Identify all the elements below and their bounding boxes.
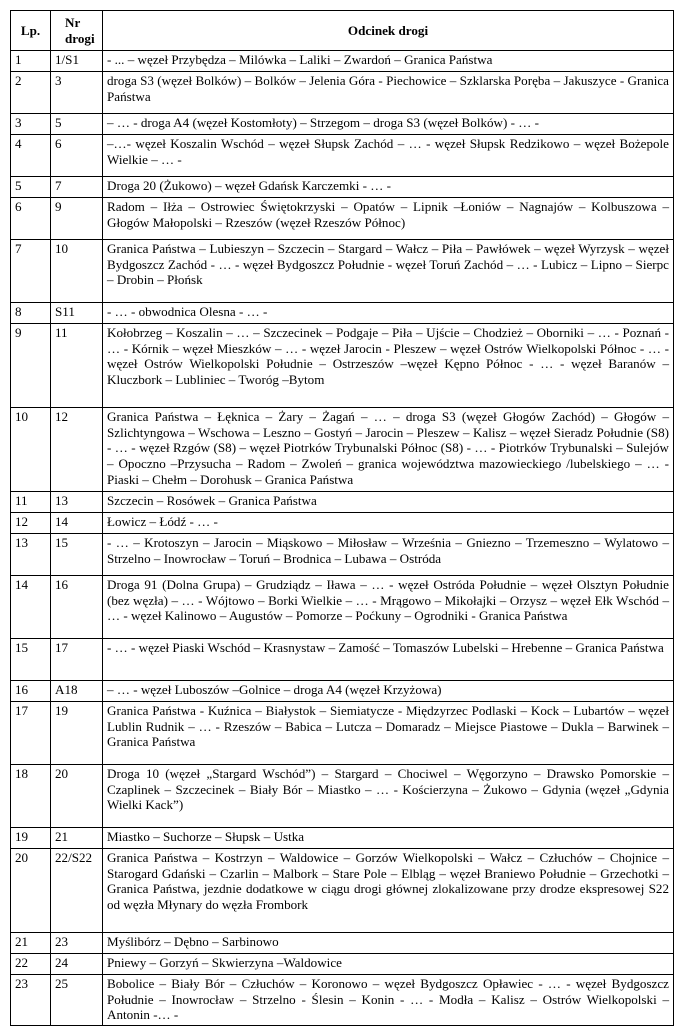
table-row — [11, 513, 674, 534]
row-number: 20 — [11, 849, 51, 933]
table-row — [11, 114, 674, 135]
road-number: 15 — [51, 534, 103, 576]
road-section: - ... – węzeł Przybędza – Milówka – Laliki – Zwardoń – Granica Państwa — [103, 51, 674, 72]
table-row — [11, 324, 674, 408]
table-row — [11, 51, 674, 72]
table-row — [11, 72, 674, 114]
table-row — [11, 198, 674, 240]
road-number: 10 — [51, 240, 103, 303]
table-row — [11, 975, 674, 1026]
row-number: 12 — [11, 513, 51, 534]
row-number: 13 — [11, 534, 51, 576]
header-lp: Lp. — [11, 11, 51, 51]
road-section: Granica Państwa – Lubieszyn – Szczecin – Stargard – Wałcz – Piła – Pawłówek – węzeł Wyrzysk – węzeł Bydgoszcz Zachód - … - węzeł Bydgoszcz Południe - węzeł Toruń Zachód – … - Lubicz – Lipno – Sierpc – Drobin – Płońsk — [103, 240, 674, 303]
header-road-section: Odcinek drogi — [103, 11, 674, 51]
row-number: 4 — [11, 135, 51, 177]
row-number: 14 — [11, 576, 51, 639]
road-number: 24 — [51, 954, 103, 975]
row-number: 1 — [11, 51, 51, 72]
row-number: 2 — [11, 72, 51, 114]
road-number: S11 — [51, 303, 103, 324]
road-number: 19 — [51, 702, 103, 765]
table-row — [11, 849, 674, 933]
row-number: 22 — [11, 954, 51, 975]
row-number: 7 — [11, 240, 51, 303]
road-number: 21 — [51, 828, 103, 849]
row-number: 23 — [11, 975, 51, 1026]
road-number: 23 — [51, 933, 103, 954]
road-section: – … - węzeł Luboszów –Golnice – droga A4 (węzeł Krzyżowa) — [103, 681, 674, 702]
road-section: Granica Państwa – Kostrzyn – Waldowice – Gorzów Wielkopolski – Wałcz – Człuchów – Chojnice – Starogard Gdański – Czarlin – Malbork – Stare Pole – Elbląg – węzeł Braniewo Południe – Grzechotki – Granica Państwa, jezdnie dodatkowe w ciągu drogi głównej zlokalizowane przy drodze ekspresowej S22 od węzła Młynary do węzła Frombork — [103, 849, 674, 933]
row-number: 19 — [11, 828, 51, 849]
table-row — [11, 828, 674, 849]
table-row — [11, 303, 674, 324]
road-section: Granica Państwa – Łęknica – Żary – Żagań – … – droga S3 (węzeł Głogów Zachód) – Głogów – Szlichtyngowa – Wschowa – Leszno – Gostyń – Jarocin – Pleszew – Kalisz – węzeł Sieradz Południe (S8) - … - węzeł Rzgów (S8) – węzeł Piotrków Trybunalski Północ (S8) - … - Piotrków Trybunalski – Sulejów – Opoczno –Przysucha – Radom – Zwoleń – granica województwa mazowieckiego /lubelskiego – … - Piaski – Chełm – Dorohusk – Granica Państwa — [103, 408, 674, 492]
row-number: 6 — [11, 198, 51, 240]
table-row — [11, 534, 674, 576]
road-section: Miastko – Suchorze – Słupsk – Ustka — [103, 828, 674, 849]
table-row — [11, 177, 674, 198]
row-number: 16 — [11, 681, 51, 702]
road-number: 1/S1 — [51, 51, 103, 72]
road-section: Łowicz – Łódź - … - — [103, 513, 674, 534]
road-section: Droga 10 (węzeł „Stargard Wschód”) – Stargard – Chociwel – Węgorzyno – Drawsko Pomorskie – Czaplinek – Szczecinek – Biały Bór – Miastko – … - Kościerzyna – Żukowo – Gdynia (węzeł „Gdynia Wielki Kack”) — [103, 765, 674, 828]
road-section: - … - węzeł Piaski Wschód – Krasnystaw – Zamość – Tomaszów Lubelski – Hrebenne – Granica Państwa — [103, 639, 674, 681]
table-row — [11, 639, 674, 681]
road-number: 16 — [51, 576, 103, 639]
road-number: 17 — [51, 639, 103, 681]
road-section: Droga 20 (Żukowo) – węzeł Gdańsk Karczemki - … - — [103, 177, 674, 198]
row-number: 17 — [11, 702, 51, 765]
table-row — [11, 765, 674, 828]
road-number: 12 — [51, 408, 103, 492]
table-header-row — [11, 11, 674, 51]
table-row — [11, 933, 674, 954]
road-section: –…- węzeł Koszalin Wschód – węzeł Słupsk Zachód – … - węzeł Słupsk Redzikowo – węzeł Bożepole Wielkie – … - — [103, 135, 674, 177]
road-section: droga S3 (węzeł Bolków) – Bolków – Jelenia Góra - Piechowice – Szklarska Poręba – Jakuszyce - Granica Państwa — [103, 72, 674, 114]
row-number: 3 — [11, 114, 51, 135]
road-section: Droga 91 (Dolna Grupa) – Grudziądz – Iława – … - węzeł Ostróda Południe – węzeł Olsztyn Południe (bez węzła) – … - Wójtowo – Borki Wielkie – … - Mrągowo – Mikołajki – Orzysz – węzeł Ełk Wschód – … - węzeł Kalinowo – Augustów – Pomorze – Poćkuny – Ogrodniki - Granica Państwa — [103, 576, 674, 639]
table-row — [11, 135, 674, 177]
road-section: - … – Krotoszyn – Jarocin – Miąskowo – Miłosław – Września – Gniezno – Trzemeszno – Wylatowo – Strzelno – Inowrocław – Toruń – Brodnica – Lubawa – Ostróda — [103, 534, 674, 576]
road-number: 25 — [51, 975, 103, 1026]
header-road-number: Nr drogi — [51, 11, 103, 51]
road-number: 6 — [51, 135, 103, 177]
row-number: 10 — [11, 408, 51, 492]
road-section: Kołobrzeg – Koszalin – … – Szczecinek – Podgaje – Piła – Ujście – Chodzież – Oborniki – … - Poznań - … - Kórnik – węzeł Mieszków – … - węzeł Jarocin - Pleszew – węzeł Ostrów Wielkopolski Północ - … - węzeł Ostrów Wielkopolski Południe – Ostrzeszów –węzeł Kępno Północ - … - węzeł Baranów – Kluczbork – Lubliniec – Tworóg –Bytom — [103, 324, 674, 408]
road-number: 20 — [51, 765, 103, 828]
road-number: 13 — [51, 492, 103, 513]
table-row — [11, 492, 674, 513]
row-number: 11 — [11, 492, 51, 513]
row-number: 21 — [11, 933, 51, 954]
road-section: – … - droga A4 (węzeł Kostomłoty) – Strzegom – droga S3 (węzeł Bolków) - … - — [103, 114, 674, 135]
row-number: 8 — [11, 303, 51, 324]
road-section: Myślibórz – Dębno – Sarbinowo — [103, 933, 674, 954]
row-number: 9 — [11, 324, 51, 408]
road-number: 3 — [51, 72, 103, 114]
road-number: 22/S22 — [51, 849, 103, 933]
table-row — [11, 702, 674, 765]
table-row — [11, 408, 674, 492]
row-number: 15 — [11, 639, 51, 681]
road-section: Radom – Iłża – Ostrowiec Świętokrzyski – Opatów – Lipnik –Łoniów – Nagnajów – Kolbuszowa – Głogów Małopolski – Rzeszów (węzeł Rzeszów Północ) — [103, 198, 674, 240]
road-number: 5 — [51, 114, 103, 135]
road-section: Pniewy – Gorzyń – Skwierzyna –Waldowice — [103, 954, 674, 975]
road-number: 14 — [51, 513, 103, 534]
road-section: Granica Państwa - Kuźnica – Białystok – Siemiatycze - Międzyrzec Podlaski – Kock – Lubartów – węzeł Lublin Rudnik – … - Rzeszów – Babica – Lutcza – Domaradz – Miejsce Piastowe – Dukla – Barwinek – Granica Państwa — [103, 702, 674, 765]
road-number: A18 — [51, 681, 103, 702]
road-section: Bobolice – Biały Bór – Człuchów – Koronowo – węzeł Bydgoszcz Opławiec - … - węzeł Bydgoszcz Południe – Inowrocław – Strzelno - Ślesin – Konin - … - Modła – Kalisz – Ostrów Wielkopolski – Antonin -… - — [103, 975, 674, 1026]
table-row — [11, 240, 674, 303]
table-body — [11, 51, 674, 1026]
road-section: Szczecin – Rosówek – Granica Państwa — [103, 492, 674, 513]
table-row — [11, 954, 674, 975]
road-number: 9 — [51, 198, 103, 240]
road-number: 11 — [51, 324, 103, 408]
table-row — [11, 576, 674, 639]
row-number: 5 — [11, 177, 51, 198]
road-section: - … - obwodnica Olesna - … - — [103, 303, 674, 324]
road-number: 7 — [51, 177, 103, 198]
road-sections-table — [10, 10, 674, 1026]
table-row — [11, 681, 674, 702]
row-number: 18 — [11, 765, 51, 828]
